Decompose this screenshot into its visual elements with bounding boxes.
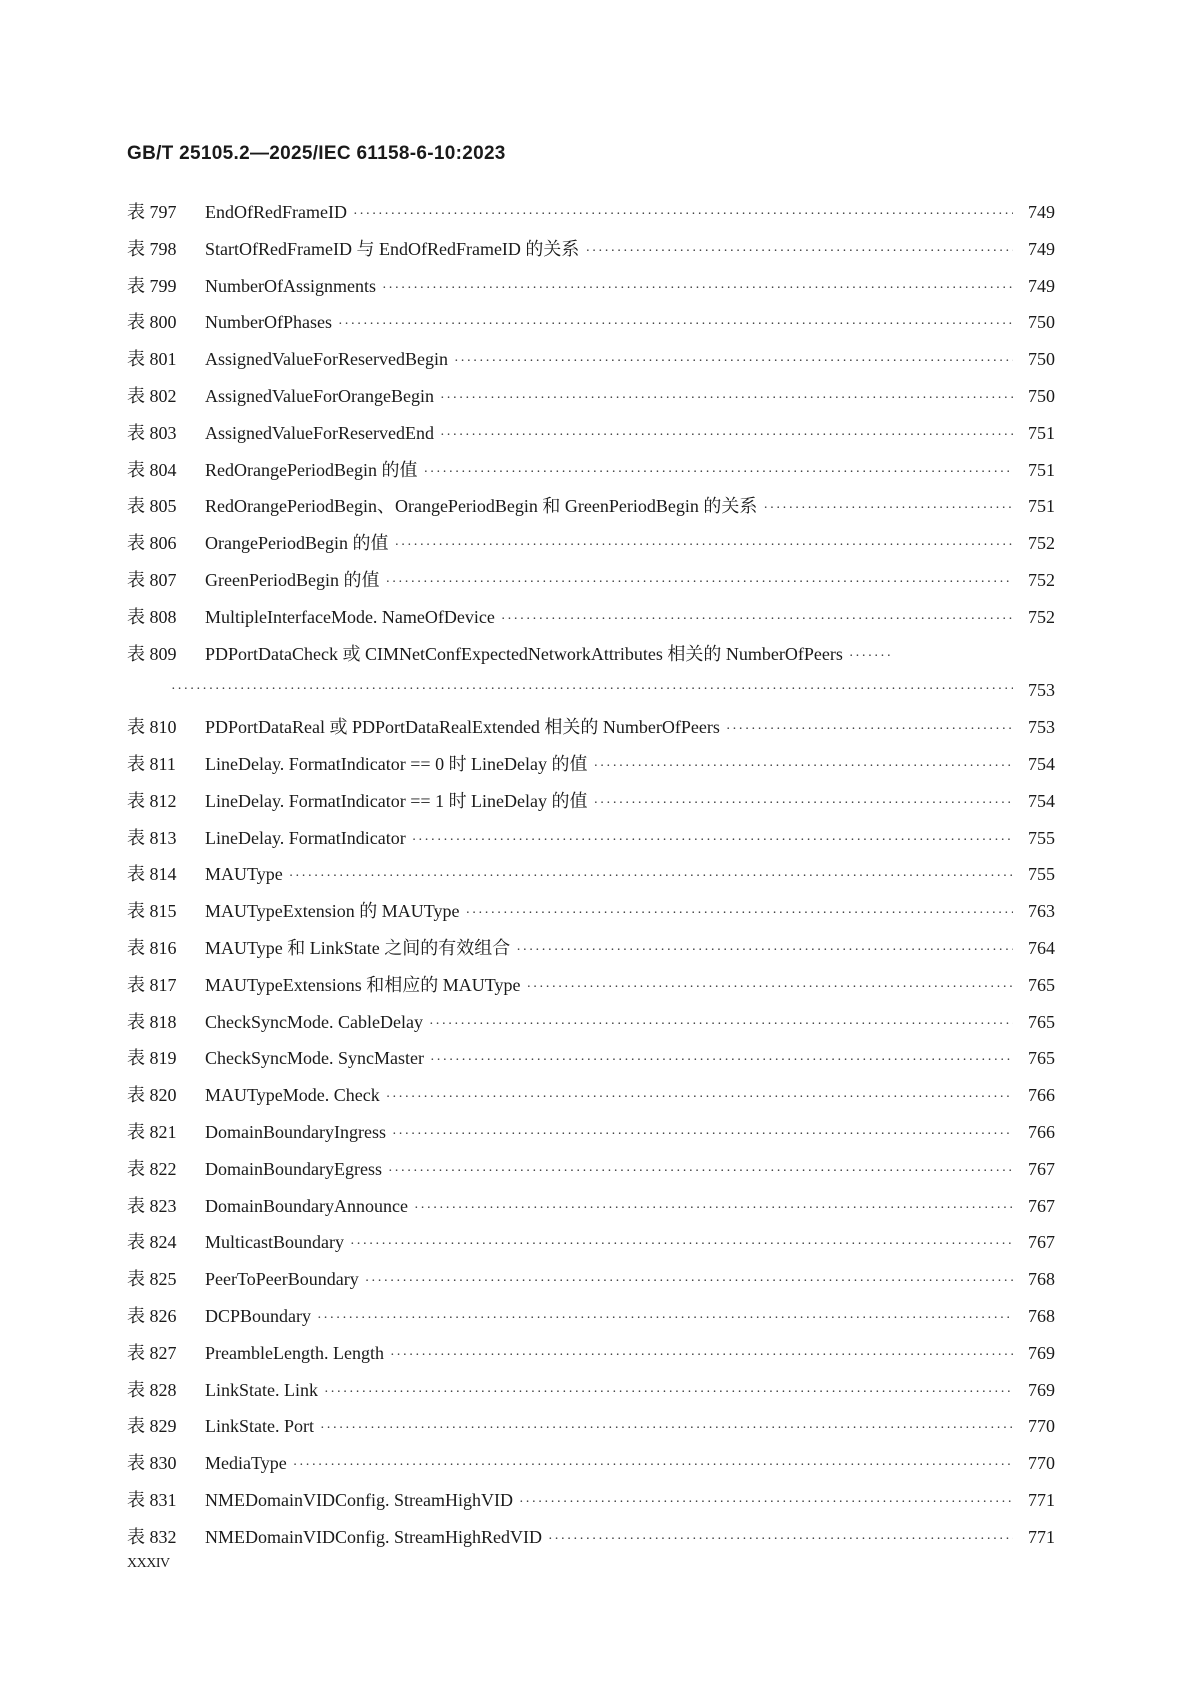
toc-entry[interactable]: [127, 967, 1055, 1004]
leader-dots: [386, 1080, 1013, 1117]
entry-page: 763: [1028, 901, 1055, 922]
toc-entry[interactable]: [127, 231, 1055, 268]
leader-dots: [423, 455, 1013, 492]
entry-title: MAUTypeExtension 的 MAUType: [205, 901, 460, 922]
entry-title: DomainBoundaryIngress: [205, 1121, 386, 1142]
entry-page: 749: [1028, 275, 1055, 296]
leader-dots: [726, 712, 1013, 749]
leader-dots: [594, 786, 1013, 823]
entry-page: 767: [1028, 1158, 1055, 1179]
entry-title: NMEDomainVIDConfig. StreamHighRedVID: [205, 1526, 542, 1547]
leader-dots: [548, 1522, 1013, 1559]
leader-dots: [353, 197, 1013, 234]
entry-label: 表 827: [127, 1342, 177, 1363]
entry-label: 表 822: [127, 1158, 177, 1179]
entry-page: 749: [1028, 238, 1055, 259]
entry-label: 表 799: [127, 275, 177, 296]
toc-entry[interactable]: [127, 1004, 1055, 1041]
entry-label: 表 818: [127, 1011, 177, 1032]
entry-title: LineDelay. FormatIndicator == 0 时 LineDelay 的值: [205, 753, 588, 774]
leader-dots: [320, 1411, 1013, 1448]
entry-title: PDPortDataCheck 或 CIMNetConfExpectedNetworkAttributes 相关的 NumberOfPeers: [205, 643, 843, 664]
entry-label: 表 807: [127, 569, 177, 590]
entry-page: 750: [1028, 312, 1055, 333]
entry-title: PreambleLength. Length: [205, 1342, 384, 1363]
entry-page: 766: [1028, 1121, 1055, 1142]
entry-page: 754: [1028, 753, 1055, 774]
leader-dots: [365, 1264, 1013, 1301]
entry-title: DomainBoundaryEgress: [205, 1158, 382, 1179]
leader-dots: [382, 271, 1013, 308]
table-of-contents: [127, 194, 1055, 1555]
entry-title: RedOrangePeriodBegin 的值: [205, 459, 418, 480]
entry-title: OrangePeriodBegin 的值: [205, 533, 389, 554]
leader-dots: [763, 491, 1013, 528]
entry-page: 771: [1028, 1526, 1055, 1547]
toc-entry[interactable]: [127, 194, 1055, 231]
toc-entry[interactable]: [127, 1335, 1055, 1372]
leader-dots: [414, 1191, 1013, 1228]
entry-title: EndOfRedFrameID: [205, 202, 347, 222]
entry-title: StartOfRedFrameID 与 EndOfRedFrameID 的关系: [205, 238, 580, 259]
leader-dots: [394, 528, 1013, 565]
leader-dots: [526, 970, 1013, 1007]
entry-title: AssignedValueForOrangeBegin: [205, 385, 434, 406]
entry-page: 752: [1028, 606, 1055, 627]
leader-dots: [317, 1301, 1013, 1338]
toc-entry[interactable]: [127, 1298, 1055, 1335]
toc-entry[interactable]: [127, 856, 1055, 893]
leader-dots: [440, 418, 1013, 455]
toc-entry[interactable]: [127, 562, 1055, 599]
entry-page: 751: [1028, 496, 1055, 517]
entry-page: 754: [1028, 790, 1055, 811]
leader-dots: [392, 1117, 1013, 1154]
toc-entry[interactable]: [127, 1482, 1055, 1519]
entry-page: 769: [1028, 1379, 1055, 1400]
leader-dots: [519, 1485, 1013, 1522]
entry-label: 表 825: [127, 1269, 177, 1290]
entry-page: 750: [1028, 385, 1055, 406]
entry-title: PeerToPeerBoundary: [205, 1269, 359, 1290]
toc-entry[interactable]: [127, 709, 1055, 746]
entry-page: 765: [1028, 1011, 1055, 1032]
entry-label: 表 820: [127, 1085, 177, 1106]
toc-entry[interactable]: [127, 1445, 1055, 1482]
toc-entry[interactable]: [127, 1077, 1055, 1114]
entry-label: 表 805: [127, 496, 177, 517]
toc-entry[interactable]: [127, 1519, 1055, 1556]
entry-label: 表 815: [127, 901, 177, 922]
entry-page: 753: [1028, 717, 1055, 738]
toc-entry[interactable]: [127, 636, 1055, 673]
leader-dots: [385, 565, 1013, 602]
toc-entry[interactable]: [127, 1372, 1055, 1409]
toc-entry[interactable]: [127, 452, 1055, 489]
toc-entry[interactable]: [127, 930, 1055, 967]
entry-label: 表 831: [127, 1489, 177, 1510]
entry-title: PDPortDataReal 或 PDPortDataRealExtended 相关的 NumberOfPeers: [205, 717, 720, 738]
entry-label: 表 797: [127, 202, 177, 222]
toc-entry[interactable]: [127, 1151, 1055, 1188]
leader-dots: [388, 1154, 1013, 1191]
entry-title: DCPBoundary: [205, 1305, 312, 1326]
entry-title: RedOrangePeriodBegin、OrangePeriodBegin 和 GreenPeriodBegin 的关系: [205, 496, 758, 517]
entry-title: MulticastBoundary: [205, 1232, 344, 1253]
entry-title: MediaType: [205, 1453, 287, 1474]
entry-page: 770: [1028, 1416, 1055, 1437]
entry-title: AssignedValueForReservedEnd: [205, 422, 434, 443]
entry-page: 769: [1028, 1342, 1055, 1363]
entry-page: 765: [1028, 1048, 1055, 1069]
toc-entry[interactable]: [127, 1224, 1055, 1261]
toc-entry-continuation[interactable]: [127, 672, 1055, 709]
entry-label: 表 800: [127, 312, 177, 333]
entry-title: MultipleInterfaceMode. NameOfDevice: [205, 606, 495, 627]
toc-entry[interactable]: [127, 820, 1055, 857]
entry-label: 表 819: [127, 1048, 177, 1069]
leader-dots: [390, 1338, 1013, 1375]
entry-page: 767: [1028, 1195, 1055, 1216]
entry-title: DomainBoundaryAnnounce: [205, 1195, 408, 1216]
leader-dots: [454, 344, 1013, 381]
entry-page: 770: [1028, 1453, 1055, 1474]
toc-entry[interactable]: [127, 599, 1055, 636]
leader-dots: [171, 672, 1013, 709]
entry-label: 表 816: [127, 937, 177, 958]
leader-dots: [440, 381, 1013, 418]
leader-dots: [350, 1227, 1013, 1264]
entry-page: 755: [1028, 864, 1055, 885]
entry-label: 表 804: [127, 459, 177, 480]
entry-label: 表 809: [127, 643, 177, 664]
entry-label: 表 810: [127, 717, 177, 738]
entry-title: AssignedValueForReservedBegin: [205, 349, 448, 370]
entry-title: NumberOfAssignments: [205, 275, 376, 296]
entry-label: 表 823: [127, 1195, 177, 1216]
entry-label: 表 830: [127, 1453, 177, 1474]
toc-entry[interactable]: [127, 783, 1055, 820]
entry-title: NMEDomainVIDConfig. StreamHighVID: [205, 1489, 513, 1510]
entry-label: 表 832: [127, 1526, 177, 1547]
entry-page: 751: [1028, 459, 1055, 480]
entry-label: 表 826: [127, 1305, 177, 1326]
toc-entry[interactable]: [127, 378, 1055, 415]
entry-label: 表 821: [127, 1121, 177, 1142]
leader-dots: [516, 933, 1013, 970]
toc-entry[interactable]: [127, 341, 1055, 378]
leader-dots: [430, 1043, 1013, 1080]
page-number-footer: XXXIV: [127, 1556, 170, 1571]
entry-page: 771: [1028, 1489, 1055, 1510]
entry-label: 表 806: [127, 533, 177, 554]
entry-label: 表 802: [127, 385, 177, 406]
entry-title: MAUType: [205, 864, 283, 885]
entry-page: 749: [1028, 202, 1055, 222]
toc-entry[interactable]: [127, 893, 1055, 930]
entry-label: 表 829: [127, 1416, 177, 1437]
entry-label: 表 812: [127, 790, 177, 811]
leader-dots: [594, 749, 1013, 786]
entry-title: LineDelay. FormatIndicator: [205, 827, 406, 848]
entry-page: 752: [1028, 533, 1055, 554]
entry-title: LineDelay. FormatIndicator == 1 时 LineDelay 的值: [205, 790, 588, 811]
entry-title: LinkState. Link: [205, 1379, 318, 1400]
entry-page: 766: [1028, 1085, 1055, 1106]
toc-entry[interactable]: [127, 268, 1055, 305]
toc-entry[interactable]: [127, 304, 1055, 341]
entry-page: 765: [1028, 974, 1055, 995]
entry-page: 755: [1028, 827, 1055, 848]
toc-entry[interactable]: [127, 1114, 1055, 1151]
leader-dots: [849, 639, 893, 676]
entry-title: MAUTypeMode. Check: [205, 1085, 380, 1106]
leader-dots: [338, 307, 1013, 344]
entry-page: 753: [1028, 680, 1055, 701]
toc-entry[interactable]: [127, 488, 1055, 525]
entry-page: 764: [1028, 937, 1055, 958]
entry-page: 750: [1028, 349, 1055, 370]
entry-title: NumberOfPhases: [205, 312, 332, 333]
leader-dots: [585, 234, 1013, 271]
entry-title: LinkState. Port: [205, 1416, 314, 1437]
entry-label: 表 798: [127, 238, 177, 259]
leader-dots: [412, 823, 1013, 860]
toc-entry[interactable]: [127, 1188, 1055, 1225]
toc-entry[interactable]: [127, 415, 1055, 452]
entry-label: 表 824: [127, 1232, 177, 1253]
toc-entry[interactable]: [127, 746, 1055, 783]
entry-page: 751: [1028, 422, 1055, 443]
entry-page: 752: [1028, 569, 1055, 590]
leader-dots: [293, 1448, 1013, 1485]
entry-page: 768: [1028, 1269, 1055, 1290]
entry-label: 表 813: [127, 827, 177, 848]
entry-label: 表 828: [127, 1379, 177, 1400]
entry-label: 表 814: [127, 864, 177, 885]
entry-label: 表 808: [127, 606, 177, 627]
leader-dots: [465, 896, 1013, 933]
entry-label: 表 817: [127, 974, 177, 995]
leader-dots: [429, 1007, 1013, 1044]
entry-title: MAUTypeExtensions 和相应的 MAUType: [205, 974, 521, 995]
toc-entry[interactable]: [127, 1261, 1055, 1298]
entry-page: 767: [1028, 1232, 1055, 1253]
leader-dots: [324, 1375, 1013, 1412]
leader-dots: [289, 859, 1013, 896]
toc-entry[interactable]: [127, 1040, 1055, 1077]
entry-label: 表 803: [127, 422, 177, 443]
entry-title: CheckSyncMode. CableDelay: [205, 1011, 423, 1032]
leader-dots: [501, 602, 1013, 639]
entry-title: MAUType 和 LinkState 之间的有效组合: [205, 937, 511, 958]
toc-entry[interactable]: [127, 1408, 1055, 1445]
entry-label: 表 801: [127, 349, 177, 370]
entry-page: 768: [1028, 1305, 1055, 1326]
entry-title: CheckSyncMode. SyncMaster: [205, 1048, 424, 1069]
document-header: GB/T 25105.2—2025/IEC 61158-6-10:2023: [127, 143, 506, 164]
entry-label: 表 811: [127, 753, 176, 774]
entry-title: GreenPeriodBegin 的值: [205, 569, 380, 590]
toc-entry[interactable]: [127, 525, 1055, 562]
